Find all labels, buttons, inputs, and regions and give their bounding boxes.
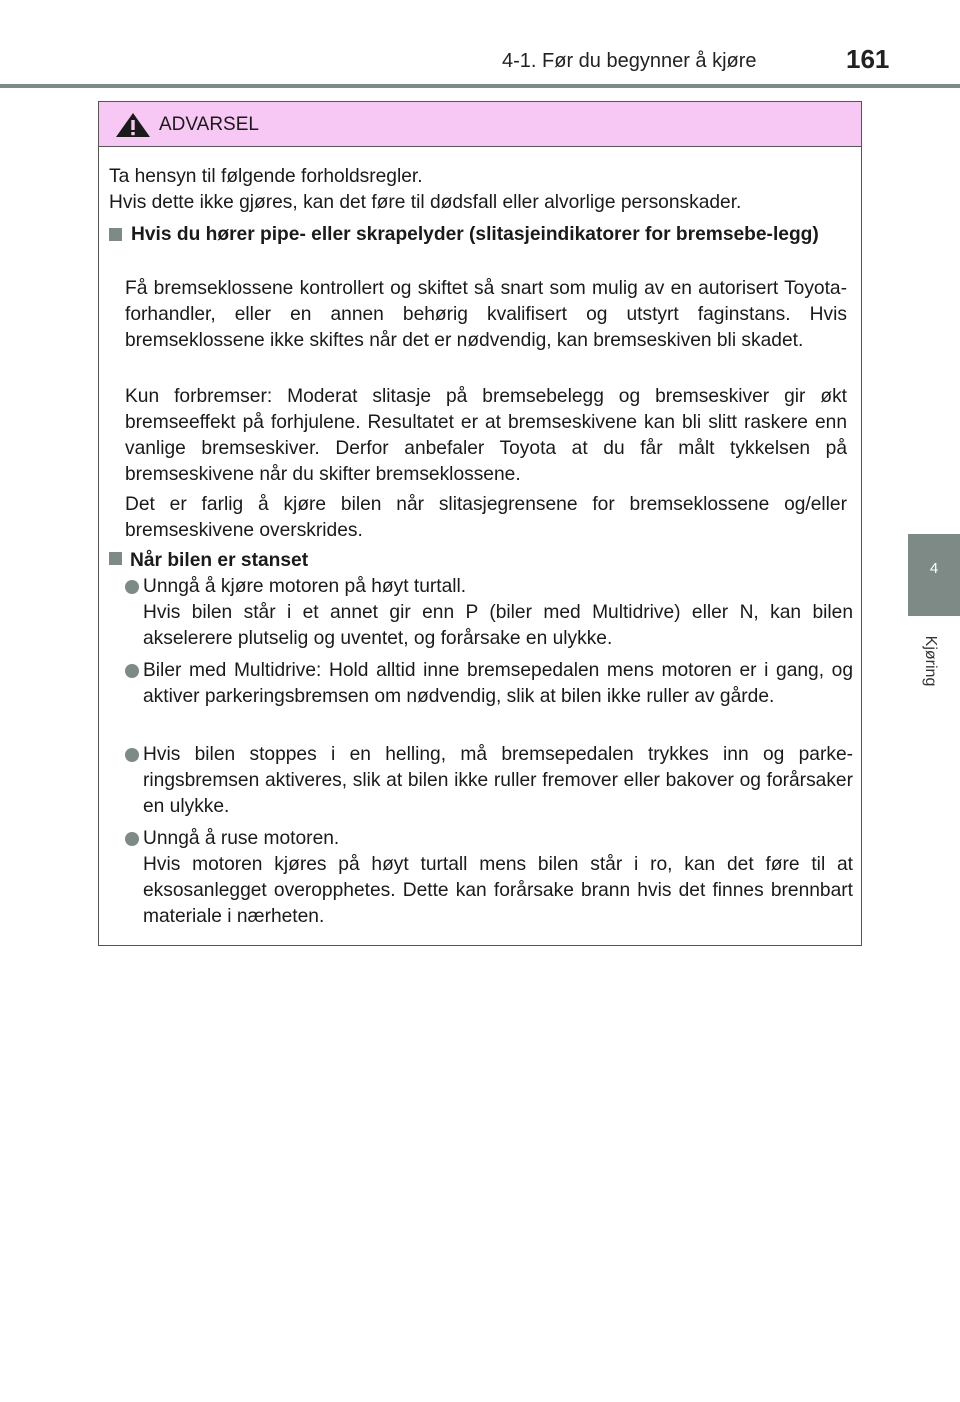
warning-box [98, 101, 862, 946]
warning-triangle-icon [115, 112, 151, 138]
intro-text [109, 164, 854, 216]
header-divider [0, 84, 960, 88]
heading-text: Når bilen er stanset [130, 550, 309, 571]
warning-title: ADVARSEL [159, 114, 259, 135]
section-title: 4-1. Før du begynner å kjøre [502, 50, 757, 72]
chapter-label [918, 628, 942, 698]
section-heading-stopped [109, 548, 854, 574]
bullet-first-line: Unngå å kjøre motoren på høyt turtall. [143, 576, 467, 597]
bullet-rest: Hvis motoren kjøres på høyt turtall mens bilen står i ro, kan det føre til at eksosanlegget overopphetes. Dette kan forårsake brann hvis det finnes brennbart materiale i nærheten. [143, 854, 853, 927]
square-bullet-icon [109, 228, 122, 241]
square-bullet-icon [109, 552, 122, 565]
intro-line-2: Hvis dette ikke gjøres, kan det føre til dødsfall eller alvorlige personskader. [109, 192, 742, 213]
page-number: 161 [846, 44, 890, 74]
chapter-tab [908, 534, 960, 616]
warning-header [99, 102, 861, 147]
brake-pad-paragraph: Få bremseklossene kontrollert og skiftet så snart som mulig av en autorisert Toyota-forhandler, eller en annen behørig kvalifisert og utstyrt faginstans. Hvis bremseklossene ikke skiftes når det er nødvendig, kan bremseskiven bli skadet. [125, 278, 847, 351]
circle-bullet-icon [125, 580, 139, 594]
intro-line-1: Ta hensyn til følgende forholdsregler. [109, 166, 423, 187]
front-brakes-paragraph: Kun forbremser: Moderat slitasje på bremsebelegg og bremseskiver gir økt bremseeffekt på forhjulene. Resultatet er at bremseskivene kan bli slitt raskere enn vanlige bremseskiver. Derfor anbefaler Toyota at du får målt tykkelsen på bremseskivene når du skifter bremseklossene. [125, 386, 847, 485]
bullet-text: Hvis bilen stoppes i en helling, må bremsepedalen trykkes inn og parke-ringsbremsen aktiveres, slik at bilen ikke ruller fremover eller bakover og forårsaker en ulykke. [143, 744, 853, 817]
circle-bullet-icon [125, 832, 139, 846]
heading-text: Hvis du hører pipe- eller skrapelyder (slitasjeindikatorer for bremsebe-legg) [131, 224, 819, 245]
circle-bullet-icon [125, 748, 139, 762]
chapter-label-text: Kjøring [922, 635, 939, 687]
wear-limit-paragraph: Det er farlig å kjøre bilen når slitasjegrensene for bremseklossene og/eller bremseskivene overskrides. [125, 494, 847, 541]
bullet-rest: Hvis bilen står i et annet gir enn P (biler med Multidrive) eller N, kan bilen akselerere plutselig og uventet, og forårsake en ulykke. [143, 602, 853, 649]
circle-bullet-icon [125, 664, 139, 678]
bullet-first-line: Unngå å ruse motoren. [143, 828, 340, 849]
bullet-text: Biler med Multidrive: Hold alltid inne bremsepedalen mens motoren er i gang, og aktiver parkeringsbremsen om nødvendig, slik at bilen ikke ruller av gårde. [143, 660, 853, 707]
chapter-number: 4 [929, 560, 939, 577]
